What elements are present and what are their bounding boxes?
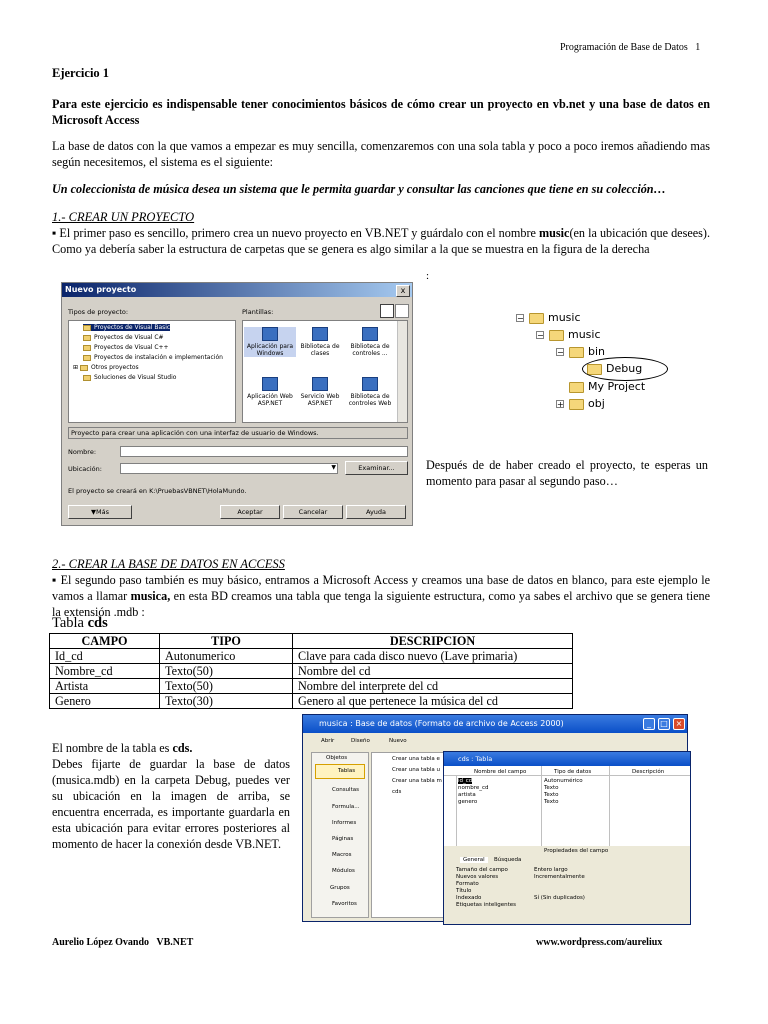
templates-list[interactable] — [242, 320, 408, 423]
folder-my-project: My Project — [569, 380, 645, 393]
section1-title: 1.- CREAR UN PROYECTO — [52, 210, 195, 224]
create-item[interactable]: Crear una tabla u — [392, 767, 440, 773]
create-list — [371, 752, 453, 918]
folder-icon — [83, 345, 91, 351]
template-item[interactable]: Aplicación para Windows — [244, 327, 296, 357]
folder-debug: Debug — [587, 362, 642, 375]
expand-icon: + — [557, 400, 564, 409]
folder-icon — [83, 335, 91, 341]
exercise-heading: Ejercicio 1 — [52, 66, 110, 80]
prop-row: Tamaño del campo — [456, 867, 508, 873]
table-row: Artista Texto(50) Nombre del interprete del cd — [50, 679, 573, 694]
page-header — [560, 42, 700, 53]
after-text-a: Después de de haber creado el proyecto, te esperas un — [426, 458, 708, 472]
browse-button[interactable]: Examinar... — [345, 461, 408, 475]
prop-row: Nuevos valores — [456, 874, 499, 880]
prop-row: Etiquetas inteligentes — [456, 902, 517, 908]
maximize-icon[interactable]: □ — [658, 718, 670, 730]
tree-item[interactable]: Proyectos de instalación e implementación — [83, 354, 223, 361]
location-label: Ubicación: — [68, 465, 102, 473]
template-item[interactable]: Biblioteca de clases — [294, 327, 346, 357]
folder-icon — [529, 313, 544, 324]
control-library-icon — [362, 327, 378, 341]
dialog-title: Nuevo proyecto — [62, 283, 412, 297]
object-item[interactable]: Consultas — [332, 787, 359, 793]
table-item-cds[interactable]: cds — [392, 789, 402, 795]
folder-icon — [569, 382, 584, 393]
access-title: musica : Base de datos (Formato de archivo de Access 2000) — [303, 715, 687, 733]
folder-music-project: − music — [537, 328, 601, 341]
web-control-library-icon — [362, 377, 378, 391]
name-field[interactable] — [120, 446, 408, 457]
collapse-icon: − — [517, 314, 524, 323]
field-row[interactable]: nombre_cd — [458, 785, 489, 791]
description-box: Proyecto para crear una aplicación con una interfaz de usuario de Windows. — [68, 427, 408, 439]
path-note: El proyecto se creará en K:\PruebasVBNET\HolaMundo. — [68, 487, 247, 495]
accept-button[interactable]: Aceptar — [220, 505, 280, 519]
web-service-icon — [312, 377, 328, 391]
object-item[interactable]: Tablas — [338, 768, 356, 774]
section2-text — [52, 572, 710, 620]
cds-table — [49, 633, 573, 709]
tree-item[interactable]: Proyectos de Visual C# — [83, 334, 164, 341]
section2-title: 2.- CREAR LA BASE DE DATOS EN ACCESS — [52, 557, 285, 571]
object-item[interactable]: Macros — [332, 852, 352, 858]
note-body: Debes fijarte de guardar la base de datos (musica.mdb) en la carpeta Debug, puedes ver su ubicación en la imagen de arriba, se encuentra encerrada, es importante guardarla en esta ubicación para evitar errores posteriores al momento de hacer la conexión desde VB.NET. — [52, 757, 290, 851]
access-window — [302, 714, 688, 922]
table-header-row — [50, 634, 573, 649]
templates-label: Plantillas: — [242, 308, 274, 316]
more-button[interactable]: ▼Más — [68, 505, 132, 519]
col-desc: Descripción — [632, 769, 665, 775]
intro-paragraph: La base de datos con la que vamos a empezar es muy sencilla, comenzaremos con una sola tabla y poco a poco iremos añadiendo mas según necesitemos, el sistema es el siguiente: — [52, 139, 710, 169]
types-label: Tipos de proyecto: — [68, 308, 129, 316]
folder-icon — [83, 325, 91, 331]
folder-icon — [569, 347, 584, 358]
web-app-icon — [262, 377, 278, 391]
template-item[interactable]: Servicio Web ASP.NET — [294, 377, 346, 407]
colon: : — [426, 270, 430, 282]
table-row: Nombre_cd Texto(50) Nombre del cd — [50, 664, 573, 679]
tree-item[interactable]: Proyectos de Visual Basic — [83, 324, 170, 331]
cancel-button[interactable]: Cancelar — [283, 505, 343, 519]
tree-item[interactable]: ⊞ Otros proyectos — [73, 364, 139, 371]
groups-header: Grupos — [330, 885, 350, 891]
toolbar-design[interactable]: Diseño — [351, 738, 370, 744]
s1-text-b: (en la ubicación que desees). Como ya debería saber la estructura de carpetas que se genera es algo similar a la que se muestra en la figura de la derecha — [52, 226, 710, 256]
toolbar-new[interactable]: Nuevo — [389, 738, 407, 744]
create-item[interactable]: Crear una tabla m — [392, 778, 442, 784]
help-button[interactable]: Ayuda — [346, 505, 406, 519]
header-descripcion: DESCRIPCION — [293, 634, 573, 649]
folder-icon — [549, 330, 564, 341]
tab-general[interactable]: General — [460, 857, 488, 863]
project-types-list[interactable] — [68, 320, 236, 423]
minimize-icon[interactable]: _ — [643, 718, 655, 730]
objects-pane — [311, 752, 369, 918]
field-row[interactable]: genero — [458, 799, 478, 805]
note-paragraph — [52, 740, 290, 852]
s1-text-a: ▪ El primer paso es sencillo, primero crea un nuevo proyecto en VB.NET y guárdalo con el nombre — [52, 226, 539, 240]
col-name: Nombre del campo — [474, 769, 527, 775]
note-line1: El nombre de la tabla es cds. — [52, 741, 193, 755]
folder-icon — [569, 399, 584, 410]
folder-music-root: − music — [517, 311, 581, 324]
folder-tree — [510, 305, 700, 415]
prop-row: Formato — [456, 881, 479, 887]
folder-bin: − bin — [557, 345, 606, 358]
objects-header: Objetos — [326, 755, 348, 761]
table-caption: Tabla cds — [52, 615, 108, 631]
table-title-bar: cds : Tabla — [444, 752, 690, 766]
create-item[interactable]: Crear una tabla e — [392, 756, 440, 762]
tree-item[interactable]: Proyectos de Visual C++ — [83, 344, 169, 351]
large-icons-icon[interactable] — [380, 304, 394, 318]
s2-text-a: ▪ El segundo paso también es muy básico, entramos a Microsoft Access y creamos una base de datos en blanco, para este ejemplo le vamos a llamar — [52, 573, 710, 603]
object-item[interactable]: Formula... — [332, 804, 360, 810]
prop-row: Título — [456, 888, 472, 894]
small-icons-icon[interactable] — [395, 304, 409, 318]
header-campo: CAMPO — [50, 634, 160, 649]
toolbar-open[interactable]: Abrir — [321, 738, 335, 744]
section1-text — [52, 225, 710, 257]
name-label: Nombre: — [68, 448, 97, 456]
page-number: 1 — [695, 42, 701, 53]
props-title: Propiedades del campo — [544, 848, 609, 854]
s1-text-bold: music — [538, 226, 570, 240]
folder-icon — [83, 375, 91, 381]
s2-text-b: en esta BD creamos una tabla que tenga la siguiente estructura, como ya sabes el archivo que se genera tiene la extensión .mdb : — [52, 589, 711, 619]
folder-obj: + obj — [557, 397, 605, 410]
class-library-icon — [312, 327, 328, 341]
table-row: Genero Texto(30) Genero al que pertenece la música del cd — [50, 694, 573, 709]
collapse-icon: − — [537, 331, 544, 340]
col-type: Tipo de datos — [554, 769, 592, 775]
footer-right: www.wordpress.com/aureliux — [536, 937, 663, 948]
debug-highlight-ellipse — [582, 357, 668, 381]
folder-icon — [80, 365, 88, 371]
after-text — [426, 457, 708, 489]
collapse-icon: − — [557, 348, 564, 357]
intro-bold: Para este ejercicio es indispensable tener conocimientos básicos de cómo crear un proyecto en vb.net y una base de datos en Microsoft Access — [52, 97, 710, 127]
favorites-item[interactable]: Favoritos — [332, 901, 357, 907]
object-item[interactable]: Módulos — [332, 868, 355, 874]
tree-item[interactable]: Soluciones de Visual Studio — [83, 374, 176, 381]
folder-icon — [83, 355, 91, 361]
field-row[interactable]: artista — [458, 792, 476, 798]
tab-busqueda[interactable]: Búsqueda — [494, 857, 522, 863]
scrollbar[interactable] — [397, 321, 407, 422]
new-project-dialog — [61, 282, 413, 526]
prop-row: Indexado — [456, 895, 482, 901]
template-item[interactable]: Biblioteca de controles ... — [344, 327, 396, 357]
table-design-window: cds : Tabla Nombre del campo Tipo de datos Descripción id_cd Autonumérico nombre_cd Texto artista Texto genero Texto Propiedades del campo General Búsqueda Tamaño del campo Entero largo Nuevos valores Incrementalmente Formato Título Indexado Sí (Sin duplicados) Etiquetas inteligentes — [443, 751, 691, 925]
template-item[interactable]: Biblioteca de controles Web — [344, 377, 396, 407]
windows-app-icon — [262, 327, 278, 341]
header-tipo: TIPO — [160, 634, 293, 649]
after-text-b: momento para pasar al segundo paso… — [426, 474, 618, 488]
header-title: Programación de Base de Datos — [560, 42, 688, 53]
footer-left: Aurelio López Ovando VB.NET — [52, 937, 194, 948]
quote: Un coleccionista de música desea un sistema que le permita guardar y consultar las canciones que tiene en su colección… — [52, 182, 666, 196]
close-icon[interactable]: × — [673, 718, 685, 730]
table-row: Id_cd Autonumerico Clave para cada disco nuevo (Lave primaria) — [50, 649, 573, 664]
s2-text-bold: musica, — [130, 589, 171, 603]
object-item[interactable]: Informes — [332, 820, 357, 826]
location-field[interactable]: ▼ — [120, 463, 338, 474]
object-item[interactable]: Páginas — [332, 836, 354, 842]
close-icon[interactable]: x — [396, 285, 410, 297]
field-row[interactable]: id_cd — [458, 778, 473, 784]
template-item[interactable]: Aplicación Web ASP.NET — [244, 377, 296, 407]
